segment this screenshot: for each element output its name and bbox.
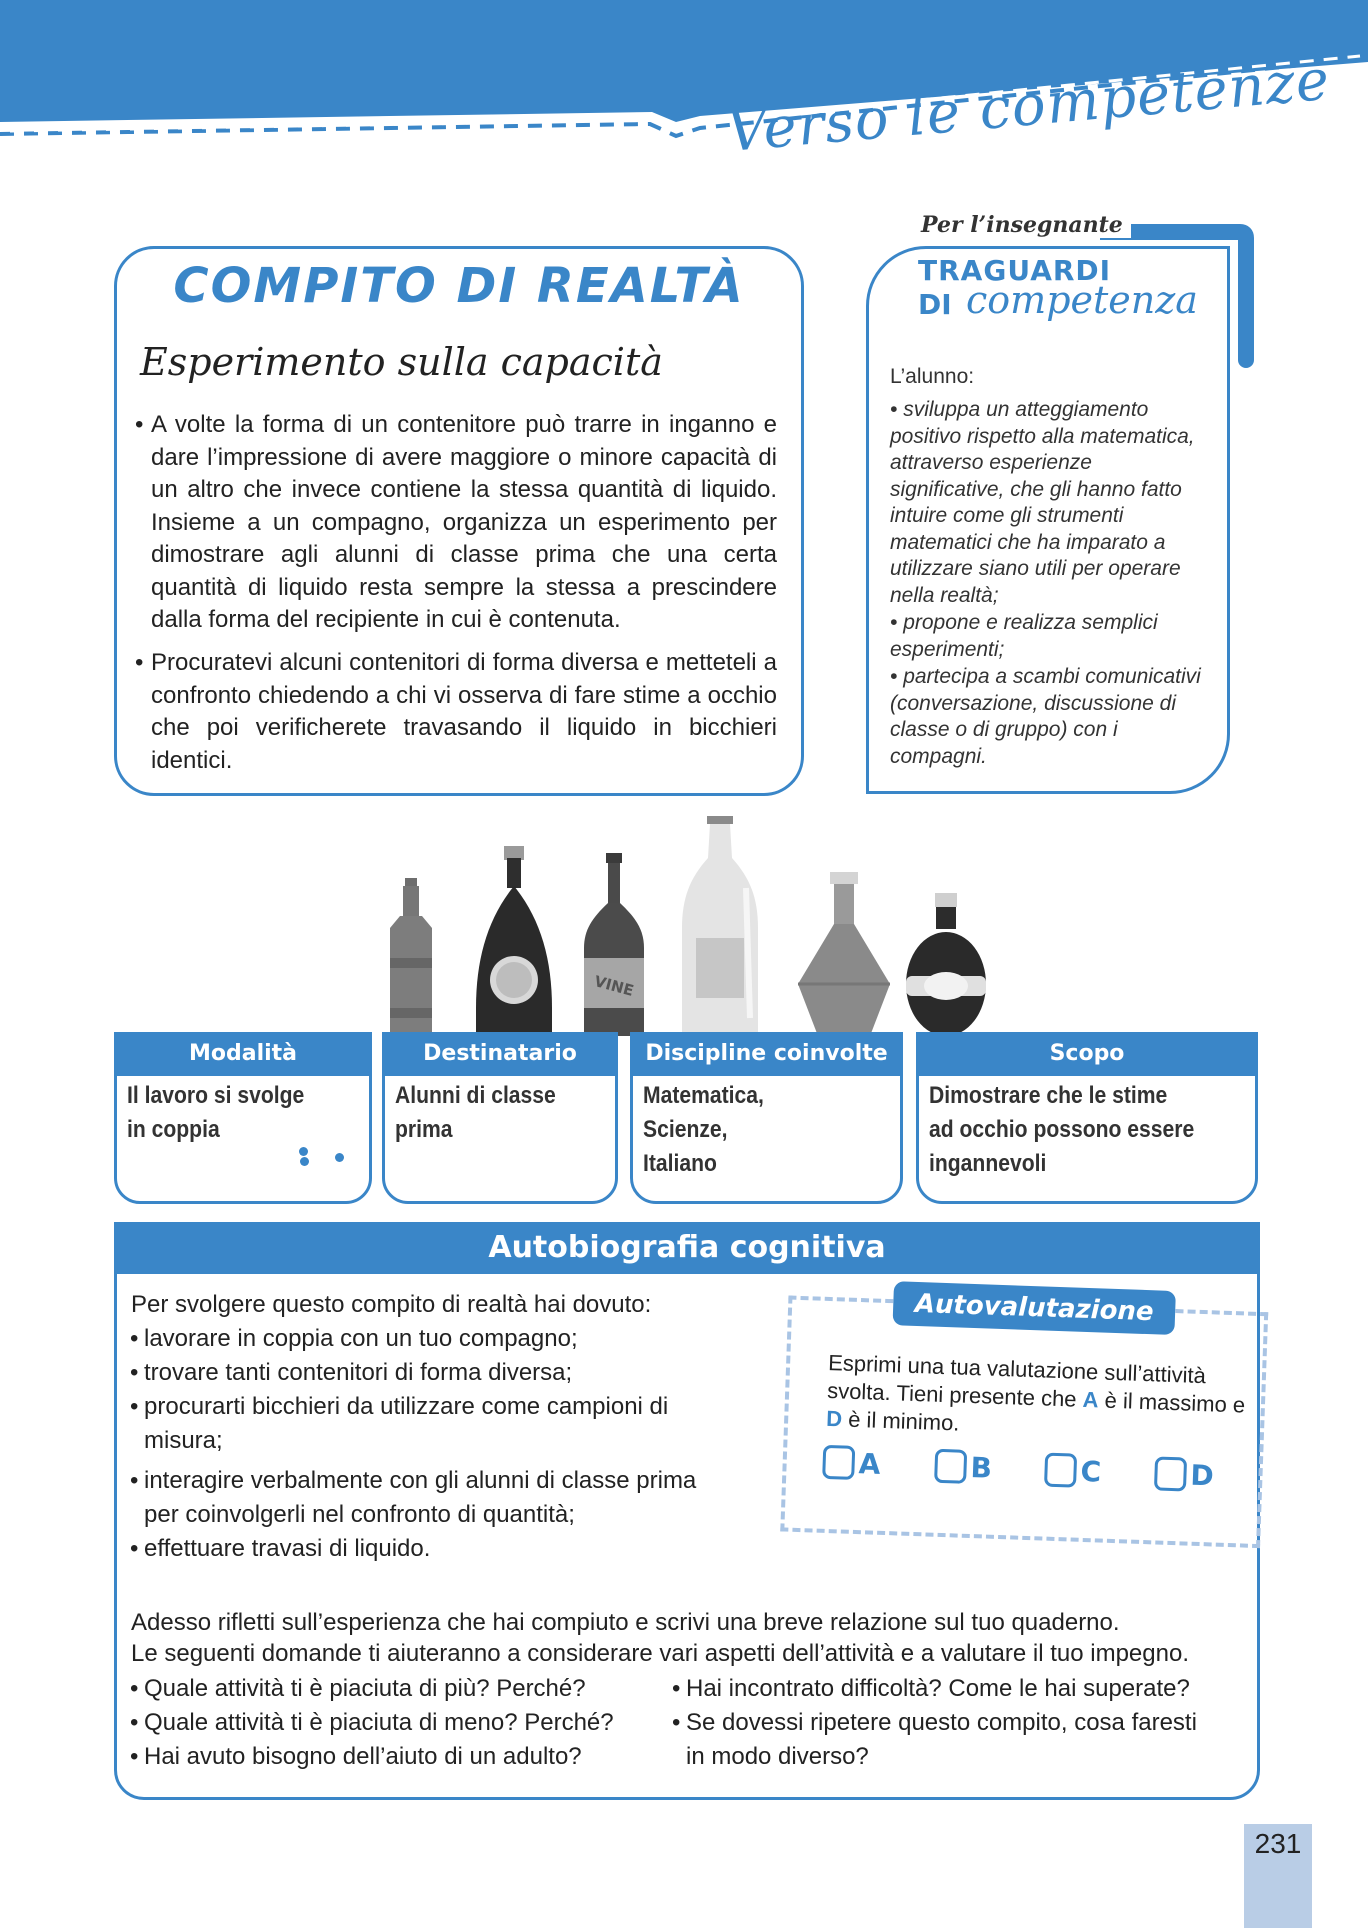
traguardi-intro: L’alunno:	[890, 365, 975, 388]
dot-icon	[299, 1147, 308, 1156]
dot-icon	[300, 1157, 309, 1166]
question-item: • Quale attività ti è piaciuta di più? Perché?	[130, 1675, 586, 1702]
autobiografia-intro: Per svolgere questo compito di realtà hai dovuto:	[131, 1291, 652, 1318]
checkbox-icon[interactable]	[822, 1445, 855, 1480]
question-item: • Hai incontrato difficoltà? Come le hai superate?	[672, 1675, 1190, 1702]
compito-paragraph: • A volte la forma di un contenitore può trarre in inganno e dare l’impressione di avere maggiore o minore capacità di un altro che invece contiene la stessa quantità di liquido. Insieme a un compagno, organizza un esperimento per dimostrare agli alunni di classe prima che una certa quantità di liquido resta sempre la stessa a prescindere dalla forma del recipiente in cui è contenuta.	[135, 411, 777, 633]
bottle-1	[390, 878, 432, 1036]
section-title: Verso le competenze	[724, 47, 1333, 165]
reflect-instruction: Le seguenti domande ti aiuteranno a considerare vari aspetti dell’attività e a valutare il tuo impegno.	[131, 1640, 1189, 1667]
autovalutazione-text: Esprimi una tua valutazione sull’attività svolta. Tieni presente che A è il massimo e D è il minimo.	[825, 1349, 1246, 1436]
scopo-text: Dimostrare che le stime ad occhio possono essere ingannevoli	[929, 1082, 1195, 1177]
dot-icon	[335, 1153, 344, 1162]
page-number: 231	[1254, 1828, 1302, 1859]
scopo-heading: Scopo	[916, 1032, 1258, 1076]
bottle-2	[476, 846, 552, 1036]
destinatario-heading: Destinatario	[382, 1032, 618, 1076]
discipline-box	[630, 1032, 903, 1204]
checkbox-icon[interactable]	[1044, 1453, 1077, 1488]
autovalutazione-card	[780, 1288, 1278, 1563]
bottles-illustration	[370, 808, 1000, 1038]
modalita-heading: Modalità	[114, 1032, 372, 1076]
compito-subtitle: Esperimento sulla capacità	[140, 340, 663, 384]
checkbox-icon[interactable]	[1154, 1456, 1187, 1491]
traguardi-item: • sviluppa un atteggiamento positivo rispetto alla matematica, attraverso esperienze significative, che gli hanno fatto intuire come gli strumenti matematici che ha imparato a utilizzare siano utili per operare nella realtà;	[890, 398, 1195, 607]
list-item: • lavorare in coppia con un tuo compagno;	[130, 1325, 578, 1352]
list-item: • procurarti bicchieri da utilizzare come campioni di misura;	[130, 1393, 669, 1454]
rating-option-d[interactable]: D	[1154, 1456, 1214, 1492]
discipline-text: Matematica, Scienze, Italiano	[643, 1082, 764, 1177]
list-item: • trovare tanti contenitori di forma diversa;	[130, 1359, 573, 1386]
modalita-box	[114, 1032, 372, 1204]
question-item: • Quale attività ti è piaciuta di meno? Perché?	[130, 1709, 614, 1736]
autobiografia-heading: Autobiografia cognitiva	[114, 1222, 1260, 1274]
destinatario-text: Alunni di classe prima	[395, 1082, 556, 1143]
destinatario-box	[382, 1032, 618, 1204]
modalita-text: Il lavoro si svolge in coppia	[127, 1082, 305, 1143]
traguardi-item: • partecipa a scambi comunicativi (conversazione, discussione di classe o di gruppo) con i compagni.	[890, 665, 1201, 768]
discipline-heading: Discipline coinvolte	[630, 1032, 903, 1076]
teacher-note: Per l’insegnante	[913, 212, 1131, 238]
rating-option-b[interactable]: B	[934, 1449, 992, 1485]
bottle-label: VINE	[592, 972, 636, 1000]
scopo-box	[916, 1032, 1258, 1204]
bottle-4	[682, 816, 758, 1036]
traguardi-item: • propone e realizza semplici esperimenti;	[890, 611, 1158, 661]
question-item: • Hai avuto bisogno dell’aiuto di un adulto?	[130, 1743, 582, 1770]
rating-option-a[interactable]: A	[822, 1445, 881, 1481]
autovalutazione-title: Autovalutazione	[893, 1281, 1176, 1335]
list-item: • effettuare travasi di liquido.	[130, 1535, 431, 1562]
checkbox-icon[interactable]	[934, 1449, 967, 1484]
compito-paragraph: • Procuratevi alcuni contenitori di forma diversa e metteteli a confronto chiedendo a chi vi osserva di fare stime a occhio che poi verificherete travasando il liquido in bicchieri identici.	[135, 649, 777, 774]
bottle-3	[584, 853, 644, 1036]
reflect-instruction: Adesso rifletti sull’esperienza che hai compiuto e scrivi una breve relazione sul tuo quaderno.	[131, 1609, 1120, 1636]
traguardi-title: TRAGUARDI	[918, 254, 1112, 287]
list-item: • interagire verbalmente con gli alunni di classe prima per coinvolgerli nel confronto di quantità;	[130, 1467, 697, 1528]
traguardi-title-di: DI	[918, 288, 952, 321]
bottle-5	[798, 872, 890, 1036]
compito-title: COMPITO DI REALTÀ	[173, 258, 745, 314]
rating-option-c[interactable]: C	[1044, 1453, 1102, 1489]
traguardi-title-competenza: competenza	[966, 278, 1198, 322]
bottle-6	[906, 893, 986, 1036]
question-item: • Se dovessi ripetere questo compito, cosa faresti in modo diverso?	[672, 1709, 1197, 1770]
